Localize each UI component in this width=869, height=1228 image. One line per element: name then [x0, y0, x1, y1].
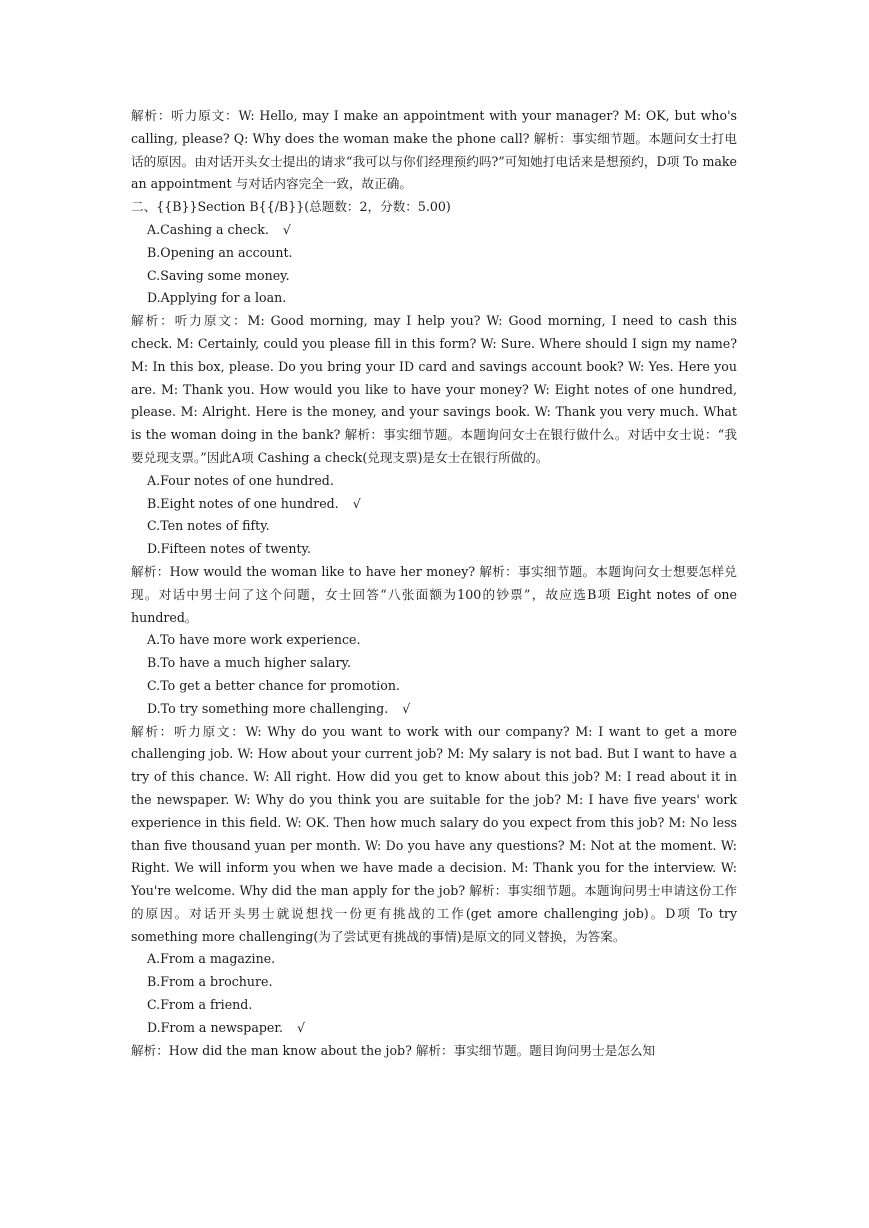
explanation-paragraph: 解析：How did the man know about the job? 解析：事实细节题。题目询问男士是怎么知	[131, 1042, 656, 1058]
option-text: A.To have more work experience.	[147, 632, 361, 648]
option-text: D.Applying for a loan.	[147, 290, 287, 306]
explanation-paragraph: 解析：听力原文：M: Good morning, may I help you? W: Good morning, I need to cash this check. M: Certainly, could you please fill in this form? W: Sure. Where should I sign my name? M: In this box, please. Do you bring your ID card and savings account book? W: Yes. Here you are. M: Thank you. How would you like to have your money? W: Eight notes of one hundred, please. M: Alright. Here is the money, and your savings book. W: Thank you very much. What is the woman doing in the bank? 解析：事实细节题。本题询问女士在银行做什么。对话中女士说：“我要兑现支票。”因此A项 Cashing a check(兑现支票)是女士在银行所做的。	[131, 313, 737, 465]
option-text: B.Eight notes of one hundred.	[147, 495, 339, 511]
answer-option	[131, 629, 737, 652]
option-text: C.From a friend.	[147, 997, 253, 1013]
option-text: D.Fifteen notes of twenty.	[147, 541, 311, 557]
option-text: C.Ten notes of fifty.	[147, 518, 270, 534]
option-text: B.Opening an account.	[147, 244, 293, 260]
answer-option	[131, 265, 737, 288]
option-text: B.To have a much higher salary.	[147, 655, 351, 671]
answer-option	[131, 515, 737, 538]
document-page	[131, 105, 737, 1062]
option-text: A.Cashing a check.	[147, 221, 269, 237]
option-text: A.From a magazine.	[147, 951, 276, 967]
answer-option	[131, 242, 737, 265]
answer-option	[131, 698, 737, 721]
explanation-paragraph: 解析：听力原文：W: Why do you want to work with our company? M: I want to get a more challenging job. W: How about your current job? M: My salary is not bad. But I want to have a try of this chance. W: All right. How did you get to know about this job? M: I read about it in the newspaper. W: Why do you think you are suitable for the job? M: I have five years' work experience in this field. W: OK. Then how much salary do you expect from this job? M: No less than five thousand yuan per month. W: Do you have any questions? M: Not at the moment. W: Right. We will inform you when we have made a decision. M: Thank you for the interview. W: You're welcome. Why did the man apply for the job? 解析：事实细节题。本题询问男士申请这份工作的原因。对话开头男士就说想找一份更有挑战的工作(get amore challenging job)。D项 To try something more challenging(为了尝试更有挑战的事情)是原文的同义替换，为答案。	[131, 723, 737, 944]
answer-option	[131, 971, 737, 994]
correct-answer-check-icon: √	[402, 700, 411, 716]
option-text: C.To get a better chance for promotion.	[147, 677, 400, 693]
answer-option	[131, 219, 737, 242]
answer-option	[131, 287, 737, 310]
answer-option	[131, 948, 737, 971]
section-heading: 二、{{B}}Section B{{/B}}(总题数：2，分数：5.00)	[131, 199, 451, 215]
answer-option	[131, 652, 737, 675]
answer-option	[131, 470, 737, 493]
option-text: C.Saving some money.	[147, 267, 290, 283]
explanation-paragraph: 解析：How would the woman like to have her money? 解析：事实细节题。本题询问女士想要怎样兑现。对话中男士问了这个问题，女士回答“八张面额为100的钞票”，故应选B项 Eight notes of one hundred。	[131, 563, 737, 625]
answer-option	[131, 538, 737, 561]
correct-answer-check-icon: √	[296, 1019, 306, 1035]
correct-answer-check-icon: √	[352, 495, 361, 511]
option-text: D.From a newspaper.	[147, 1019, 283, 1035]
correct-answer-check-icon: √	[282, 221, 291, 237]
explanation-paragraph: 解析：听力原文：W: Hello, may I make an appointment with your manager? M: OK, but who's calling, please? Q: Why does the woman make the phone call? 解析：事实细节题。本题问女士打电话的原因。由对话开头女士提出的请求“我可以与你们经理预约吗?”可知她打电话来是想预约，D项 To make an appointment 与对话内容完全一致，故正确。	[131, 108, 737, 192]
answer-option	[131, 675, 737, 698]
option-text: A.Four notes of one hundred.	[147, 472, 334, 488]
option-text: B.From a brochure.	[147, 974, 273, 990]
option-text: D.To try something more challenging.	[147, 700, 389, 716]
answer-option	[131, 493, 737, 516]
answer-option	[131, 994, 737, 1017]
answer-option	[131, 1017, 737, 1040]
